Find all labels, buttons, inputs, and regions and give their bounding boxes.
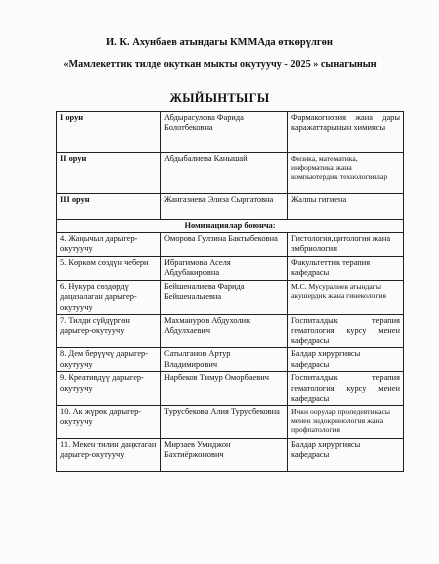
nomination-cell: 10. Ак жүрөк дарыгер-окутуучу (57, 406, 161, 439)
nomination-cell: 9. Креативдүү дарыгер-окутуучу (57, 372, 161, 406)
winner-name-cell: Нарбеков Тимур Оморбаевич (161, 372, 288, 406)
table-row (57, 372, 404, 406)
winner-name-cell: Жангазиева Элиза Сыргатовна (161, 194, 288, 220)
table-row (57, 112, 404, 153)
table-row (57, 153, 404, 194)
nomination-cell: 6. Нукура сөздөрдү даңазалаган дарыгер-окутуучу (57, 281, 161, 315)
table-row (57, 220, 404, 233)
table-row (57, 348, 404, 372)
winner-name-cell: Махмануров Абдухолик Абдулхаевич (161, 314, 288, 348)
table-row (57, 439, 404, 472)
results-heading: ЖЫЙЫНТЫГЫ (169, 91, 270, 105)
department-cell: Госпиталдык терапия гематология курсу менен кафедрасы (288, 314, 404, 348)
winner-name-cell: Турусбекова Алия Турусбековна (161, 406, 288, 439)
table-row (57, 233, 404, 257)
title-line-1: И. К. Ахунбаев атындагы КММАда өткөрүлгөн (106, 37, 333, 48)
department-cell: Факультеттик терапия кафедрасы (288, 257, 404, 281)
department-cell: М.С. Мусуралиев атындагы акушердик жана гинекология (288, 281, 404, 315)
winner-name-cell: Абдырасулова Фарида Болотбековна (161, 112, 288, 153)
table-row (57, 194, 404, 220)
nomination-cell: 8. Дем берүүчү дарыгер-окутуучу (57, 348, 161, 372)
nomination-cell: 7. Тилди сүйдүргөн дарыгер-окутуучу (57, 314, 161, 348)
table-row (57, 257, 404, 281)
winner-name-cell: Ибрагимова Аселя Абдубакировна (161, 257, 288, 281)
title-line-2: «Мамлекеттик тилде окуткан мыкты окутуучу - 2025 » сынагынын (63, 59, 377, 70)
nomination-cell: 11. Мекен тилин даңктаган дарыгер-окутуучу (57, 439, 161, 472)
department-cell: Физика, математика, информатика жана компьютердик технологиялар (288, 153, 404, 194)
winner-name-cell: Бейшеналиева Фарида Бейшеналыевна (161, 281, 288, 315)
table-row (57, 314, 404, 348)
table-row (57, 406, 404, 439)
department-cell: Ички оорулар пропедевтикасы менен эндокринология жана профпатология (288, 406, 404, 439)
winner-name-cell: Мирзаев Умиджон Бахтиёржонович (161, 439, 288, 472)
department-cell: Жалпы гигиена (288, 194, 404, 220)
nominations-header: Номинациялар боюнча: (57, 220, 404, 233)
nomination-cell: 5. Көркөм сөздүн чебери (57, 257, 161, 281)
winner-name-cell: Оморова Гулзина Бактыбековна (161, 233, 288, 257)
nomination-cell: 4. Жаңычыл дарыгер-окутуучу (57, 233, 161, 257)
winner-name-cell: Сатылганов Артур Владимирович (161, 348, 288, 372)
department-cell: Госпиталдык терапия гематология курсу менен кафедрасы (288, 372, 404, 406)
winner-name-cell: Абдыбалиева Канышай (161, 153, 288, 194)
department-cell: Балдар хирургиясы кафедрасы (288, 348, 404, 372)
rank-cell: I орун (57, 112, 161, 153)
rank-cell: III орун (57, 194, 161, 220)
results-table (56, 111, 404, 472)
table-row (57, 281, 404, 315)
department-cell: Гистология,цитология жана эмбриология (288, 233, 404, 257)
rank-cell: II орун (57, 153, 161, 194)
department-cell: Балдар хирургиясы кафедрасы (288, 439, 404, 472)
department-cell: Фармакогнозия жана дары каражаттарынын химиясы (288, 112, 404, 153)
